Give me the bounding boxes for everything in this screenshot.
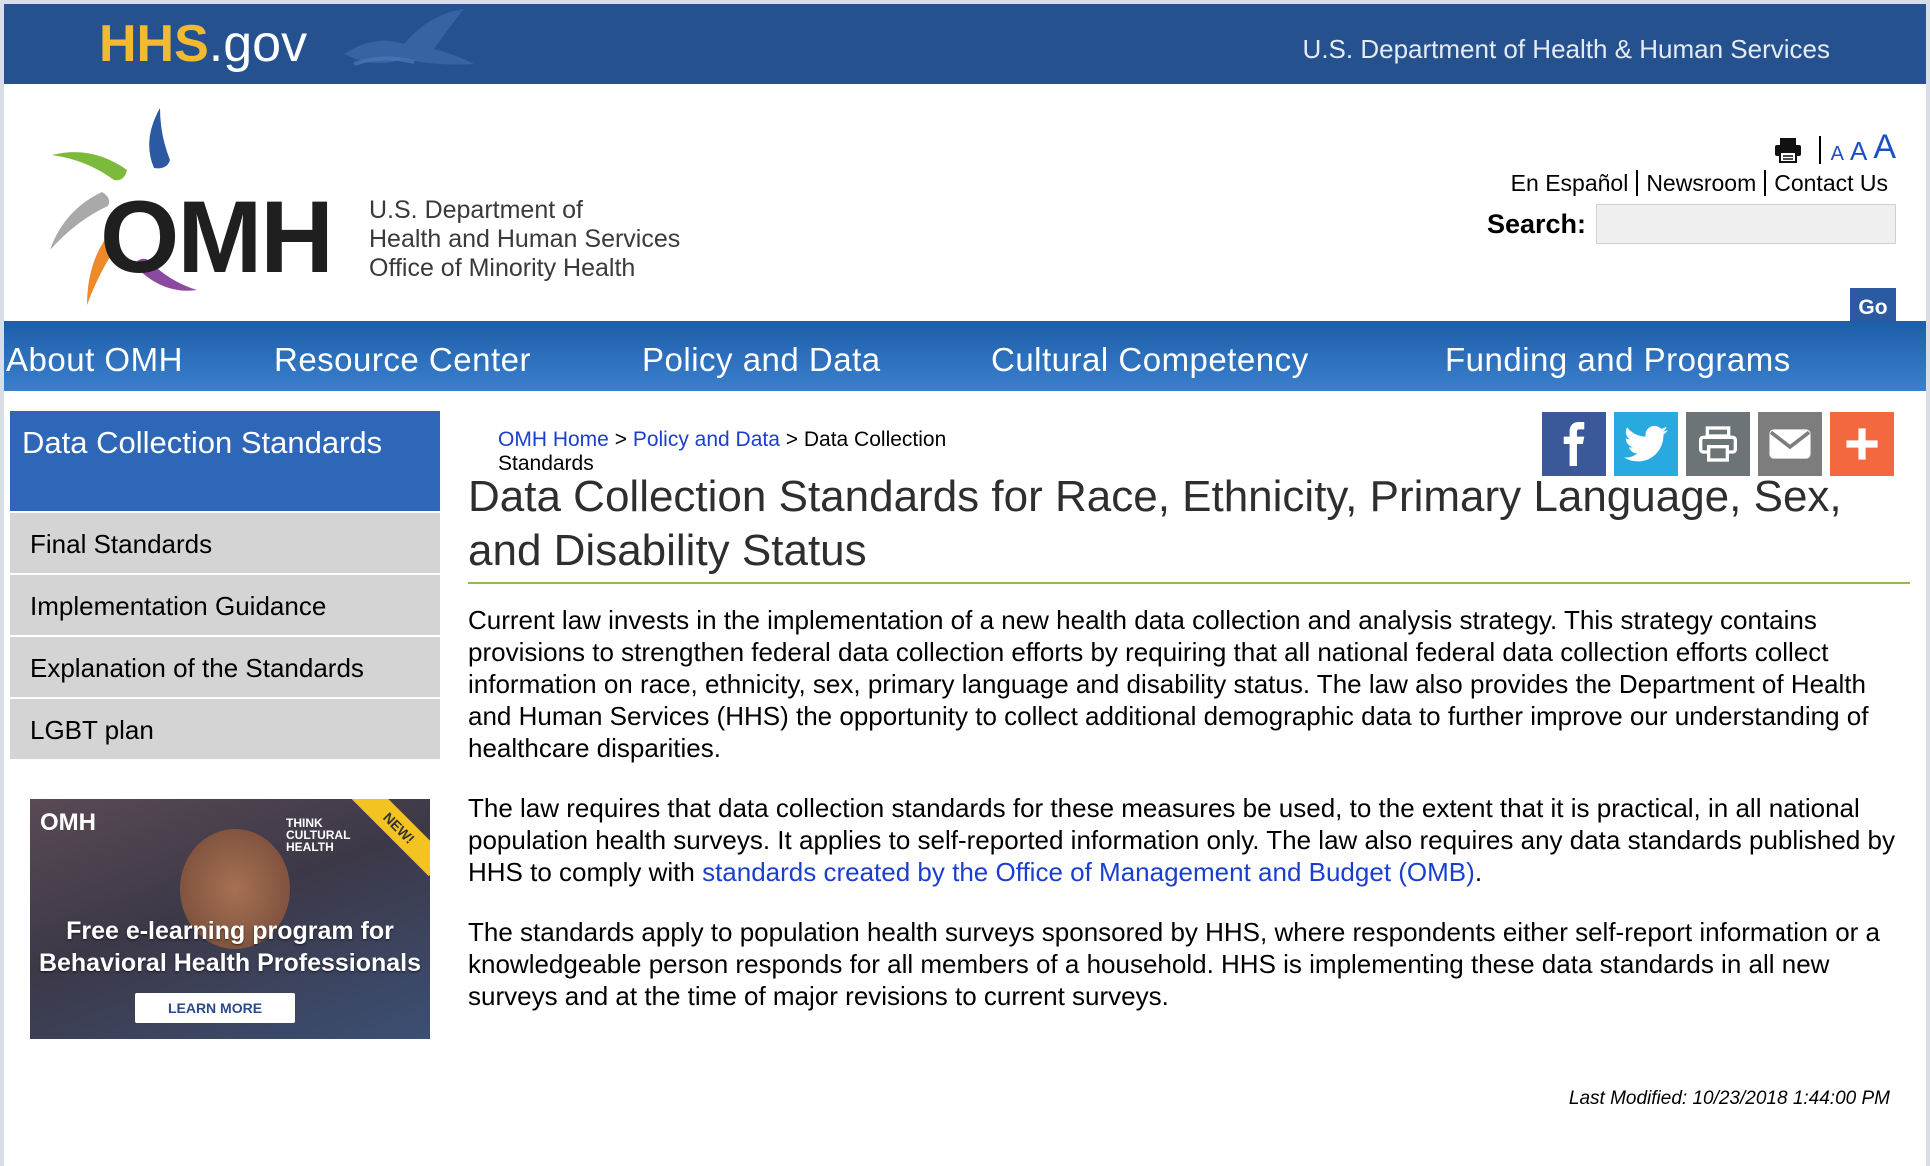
breadcrumb-separator: > xyxy=(614,428,627,451)
hhs-topbar xyxy=(4,4,1926,84)
article-body xyxy=(468,604,1908,1040)
promo-new-ribbon: NEW! xyxy=(351,799,430,876)
promo-omh-logo: OMH xyxy=(40,809,96,836)
hhs-gov-link[interactable] xyxy=(99,15,308,73)
sidebar-item-explanation[interactable]: Explanation of the Standards xyxy=(10,635,440,697)
gov-wordmark: .gov xyxy=(208,15,308,73)
learn-more-button[interactable]: LEARN MORE xyxy=(135,993,295,1023)
promo-tagline: THINK CULTURAL HEALTH xyxy=(286,816,351,854)
breadcrumb-home-link[interactable]: OMH Home xyxy=(498,428,609,451)
logo-line-3: Office of Minority Health xyxy=(369,254,636,282)
nav-item-resource-center[interactable]: Resource Center xyxy=(274,341,531,378)
facebook-icon xyxy=(1556,422,1592,466)
hhs-department-name: U.S. Department of Health & Human Services xyxy=(1302,34,1830,64)
more-share-button[interactable] xyxy=(1830,412,1894,476)
main-nav xyxy=(4,321,1926,391)
paragraph-2 xyxy=(468,792,1908,888)
hhs-wordmark: HHS xyxy=(99,15,209,73)
print-icon[interactable] xyxy=(1773,136,1803,164)
promo-headline-line-2: Behavioral Health Professionals xyxy=(38,949,422,977)
twitter-share-button[interactable] xyxy=(1614,412,1678,476)
sidebar-item-implementation-guidance[interactable]: Implementation Guidance xyxy=(10,573,440,635)
omh-header xyxy=(4,84,1926,321)
paragraph-1: Current law invests in the implementation of a new health data collection and analysis strategy. This strategy contains provisions to strengthen federal data collection efforts by requiring that all national federal data collection efforts collect information on race, ethnicity, sex, primary language and disability status. The law also provides the Department of Health and Human Services (HHS) the opportunity to collect additional demographic data to further improve our understanding of healthcare disparities. xyxy=(468,605,1869,763)
nav-item-funding-and-programs[interactable]: Funding and Programs xyxy=(1445,341,1791,378)
elearning-promo-banner[interactable] xyxy=(30,799,430,1039)
breadcrumb-current: Data Collection Standards xyxy=(498,428,947,475)
email-share-button[interactable] xyxy=(1758,412,1822,476)
espanol-link[interactable]: En Español xyxy=(1510,170,1629,196)
contact-us-link[interactable]: Contact Us xyxy=(1764,170,1896,196)
font-size-medium-button[interactable]: A xyxy=(1849,136,1868,166)
nav-item-cultural-competency[interactable]: Cultural Competency xyxy=(991,341,1309,378)
utility-tools xyxy=(1476,124,1896,334)
utility-links xyxy=(1476,170,1896,196)
search-input[interactable] xyxy=(1596,204,1896,244)
separator xyxy=(1819,136,1821,164)
nav-item-about-omh[interactable]: About OMH xyxy=(6,341,183,378)
breadcrumb-separator: > xyxy=(785,428,799,451)
breadcrumb-policy-link[interactable]: Policy and Data xyxy=(632,428,780,451)
search-form xyxy=(1476,204,1896,244)
omh-logo-icon[interactable] xyxy=(42,100,372,320)
font-size-controls xyxy=(1476,124,1896,164)
eagle-emblem-icon xyxy=(334,4,484,84)
omh-logo-acronym: OMH xyxy=(100,180,332,294)
nav-item-policy-and-data[interactable]: Policy and Data xyxy=(642,341,881,378)
logo-line-2: Health and Human Services xyxy=(369,225,681,253)
search-label: Search: xyxy=(1486,208,1586,239)
facebook-share-button[interactable] xyxy=(1542,412,1606,476)
share-toolbar xyxy=(1542,412,1894,476)
sidebar-item-final-standards[interactable]: Final Standards xyxy=(10,511,440,573)
printer-icon xyxy=(1698,425,1738,463)
sidebar-item-lgbt-plan[interactable]: LGBT plan xyxy=(10,697,440,759)
logo-line-1: U.S. Department of xyxy=(369,196,583,224)
add-icon xyxy=(1844,426,1880,462)
page-title: Data Collection Standards for Race, Ethnicity, Primary Language, Sex, and Disability Status xyxy=(468,470,1910,584)
search-go-button[interactable]: Go xyxy=(1850,288,1896,328)
promo-headline-line-1: Free e-learning program for xyxy=(66,917,394,945)
font-size-small-button[interactable]: A xyxy=(1830,143,1844,165)
paragraph-3: The standards apply to population health surveys sponsored by HHS, where respondents either self-report information or a knowledgeable person responds for all members of a household. HHS is implementing these data standards in all new surveys and at the time of major revisions to current surveys. xyxy=(468,917,1880,1011)
sidebar-heading[interactable]: Data Collection Standards xyxy=(10,411,440,511)
email-icon xyxy=(1768,427,1812,461)
print-share-button[interactable] xyxy=(1686,412,1750,476)
newsroom-link[interactable]: Newsroom xyxy=(1636,170,1764,196)
omb-standards-link[interactable]: standards created by the Office of Management and Budget (OMB) xyxy=(702,857,1475,887)
last-modified: Last Modified: 10/23/2018 1:44:00 PM xyxy=(1568,1088,1890,1109)
page xyxy=(4,4,1926,1166)
sidebar xyxy=(10,411,440,1016)
paragraph-2-text: The law requires that data collection standards for these measures be used, to the extent that it is practical, in all national population health surveys. It applies to self-reported information only. The law also requires any data standards published by HHS to comply with xyxy=(468,793,1895,887)
omh-logo-text xyxy=(369,196,680,283)
paragraph-2-end: . xyxy=(1474,857,1483,887)
breadcrumb xyxy=(498,428,988,476)
twitter-icon xyxy=(1624,425,1668,463)
promo-headline xyxy=(30,915,430,979)
font-size-large-button[interactable]: A xyxy=(1873,128,1896,166)
